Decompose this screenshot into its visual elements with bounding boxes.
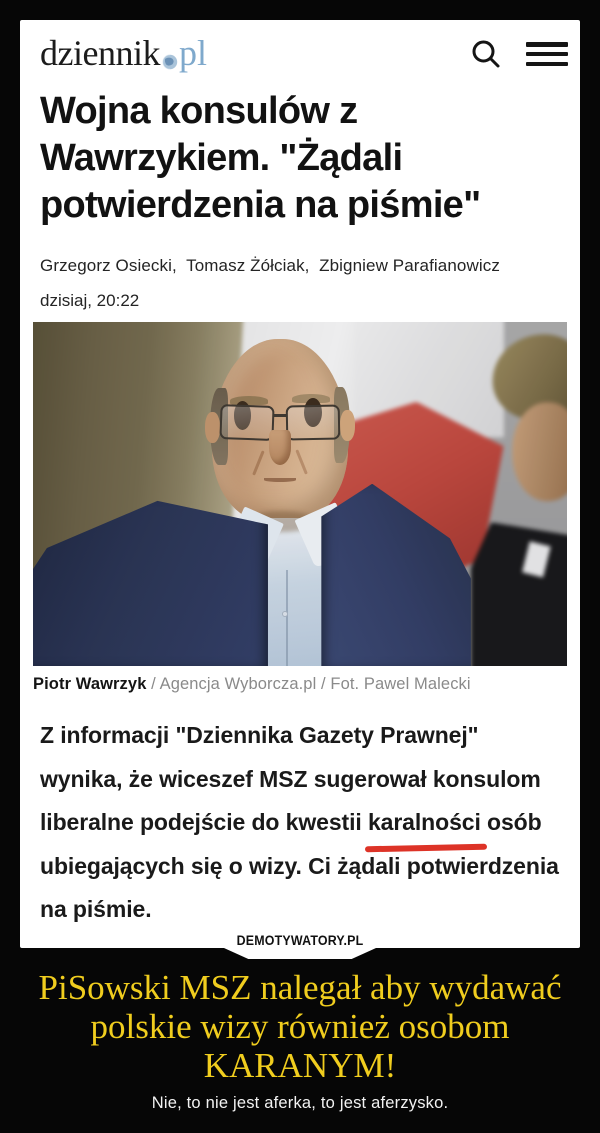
photo-subject-nasolabial-left: [252, 451, 264, 476]
body-underlined-word: [368, 801, 481, 845]
photo-subject-head: [212, 339, 348, 521]
photo-subject-mouth: [264, 478, 297, 482]
meme-caption-area: [0, 968, 600, 1113]
watermark-tab: [224, 948, 376, 959]
search-icon[interactable]: [470, 38, 502, 70]
article-headline: Wojna konsulów z Wawrzykiem. "Żądali potwierdzenia na piśmie": [40, 90, 481, 226]
photo-subject-nasolabial-right: [295, 449, 307, 474]
site-header: [40, 32, 568, 80]
watermark-label: DEMOTYWATORY.PL: [236, 933, 364, 948]
photo-second-man-suit: [470, 522, 567, 666]
photo-caption: [33, 675, 471, 694]
photo-caption-name: Piotr Wawrzyk: [33, 675, 147, 693]
meme-subtitle: Nie, to nie jest aferka, to jest aferzysko.: [151, 1094, 449, 1112]
glasses-lens-right: [286, 404, 341, 440]
body-part-2: osób ubiegających się o wizy. Ci żądali potwierdzenia na piśmie.: [40, 809, 559, 922]
body-underlined-text: karalności: [367, 809, 481, 835]
photo-caption-credit: / Agencja Wyborcza.pl / Fot. Pawel Malecki: [146, 675, 471, 693]
header-icons: [470, 38, 568, 70]
body-part-1: Z informacji "Dziennika Gazety Prawnej" wynika, że wiceszef MSZ sugerował konsulom liberalne podejście do kwestii: [40, 722, 541, 835]
site-logo[interactable]: [40, 32, 207, 74]
photo-subject-nose: [269, 430, 291, 465]
meme-title: PiSowski MSZ nalegał aby wydawać polskie wizy również osobom KARANYM!: [38, 968, 562, 1085]
photo-subject-ear-right: [340, 410, 355, 441]
globe-icon: [162, 54, 178, 70]
article-authors: Grzegorz Osiecki, Tomasz Żółciak, Zbigniew Parafianowicz: [40, 256, 500, 275]
glasses-bridge: [273, 414, 288, 417]
article-published-date: dzisiaj, 20:22: [40, 291, 140, 310]
site-logo-tld: pl: [178, 33, 207, 73]
photo-subject-brow-left: [230, 396, 268, 405]
article-body: [40, 714, 567, 932]
glasses-lens-left: [219, 404, 274, 440]
article-photo: [33, 322, 567, 666]
red-underline: [365, 844, 487, 852]
hamburger-menu-icon[interactable]: [526, 40, 568, 68]
photo-subject-shirt-placket: [286, 570, 288, 666]
site-logo-text: dziennik: [40, 33, 160, 73]
photo-subject-shirt-button: [282, 611, 288, 617]
article-screenshot: [20, 20, 580, 948]
